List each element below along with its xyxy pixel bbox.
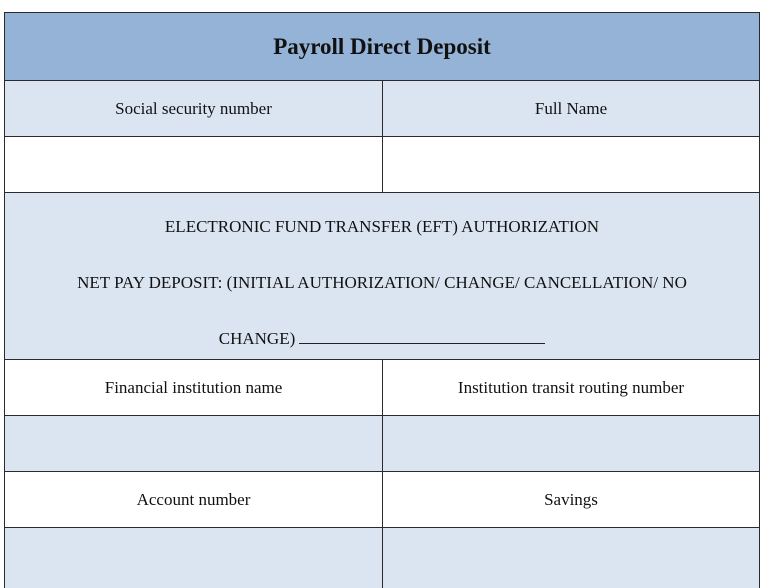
eft-heading: ELECTRONIC FUND TRANSFER (EFT) AUTHORIZATION — [164, 217, 600, 236]
account-input-row — [5, 528, 759, 588]
account-header-row — [5, 472, 759, 528]
title-row — [5, 13, 759, 81]
eft-change-label: CHANGE) — [218, 329, 296, 348]
bank-info-header-row — [5, 360, 759, 416]
financial-institution-field[interactable] — [5, 416, 382, 471]
full-name-field[interactable] — [382, 137, 759, 192]
eft-authorization-section — [5, 193, 759, 360]
form-title: Payroll Direct Deposit — [273, 33, 491, 59]
eft-net-pay-line: NET PAY DEPOSIT: (INITIAL AUTHORIZATION/ CHANGE/ CANCELLATION/ NO — [77, 273, 687, 292]
routing-number-label: Institution transit routing number — [382, 360, 759, 415]
bank-info-input-row — [5, 416, 759, 472]
savings-field[interactable] — [382, 528, 759, 588]
savings-label: Savings — [382, 472, 759, 527]
financial-institution-label: Financial institution name — [104, 377, 283, 397]
account-number-label: Account number — [136, 489, 251, 509]
personal-info-input-row — [5, 137, 759, 193]
full-name-label: Full Name — [382, 81, 759, 136]
ssn-label: Social security number — [115, 98, 272, 118]
routing-number-field[interactable] — [382, 416, 759, 471]
eft-change-line — [219, 327, 546, 351]
account-number-field[interactable] — [5, 528, 382, 588]
ssn-field[interactable] — [5, 137, 382, 192]
personal-info-header-row — [5, 81, 759, 137]
payroll-direct-deposit-form — [4, 12, 760, 588]
eft-choice-blank[interactable] — [299, 328, 545, 344]
